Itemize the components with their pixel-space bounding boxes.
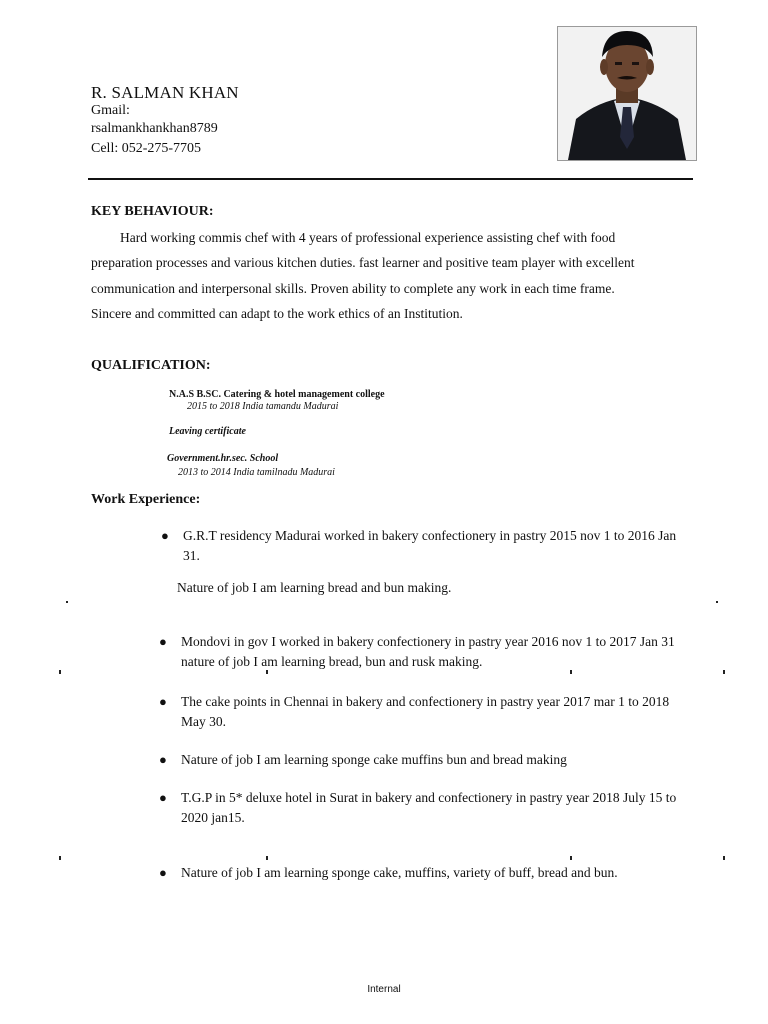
table-edge-mark [570,670,572,674]
profile-photo [557,26,697,161]
bullet-icon: ● [159,790,167,805]
work-item-text: Nature of job I am learning sponge cake, muffins, variety of buff, bread and bun. [181,865,618,880]
table-edge-mark [570,856,572,860]
gmail-label: Gmail: [91,103,130,118]
list-item [159,632,681,672]
portrait-image [558,27,696,160]
qualification-college-dates: 2015 to 2018 India tamandu Madurai [187,401,339,412]
table-edge-mark [59,856,61,860]
qualification-school: Government.hr.sec. School [167,453,279,464]
footer-label: Internal [367,984,401,995]
qualification-leaving-certificate: Leaving certificate [169,426,246,437]
work-item-text: Mondovi in gov I worked in bakery confectionery in pastry year 2016 nov 1 to 2017 Jan 31 nature of job I am learning bread, bun and rusk making. [181,634,675,669]
work-item-text: T.G.P in 5* deluxe hotel in Surat in bakery and confectionery in pastry year 2018 July 15 to 2020 jan15. [181,790,677,825]
gmail-value: rsalmankhankhan8789 [91,121,218,136]
work-experience-heading: Work Experience: [91,492,201,507]
work-item-note: Nature of job I am learning bread and bun making. [177,580,452,595]
cell-number: Cell: 052-275-7705 [91,141,202,156]
work-item-text: G.R.T residency Madurai worked in bakery confectionery in pastry 2015 nov 1 to 2016 Jan 31. [183,528,677,563]
work-item-text: The cake points in Chennai in bakery and confectionery in pastry year 2017 mar 1 to 2018 May 30. [181,694,670,729]
qualification-school-dates: 2013 to 2014 India tamilnadu Madurai [178,467,335,478]
bullet-icon: ● [159,694,167,709]
bullet-icon: ● [159,865,167,880]
key-behaviour-heading: KEY BEHAVIOUR: [91,204,214,219]
key-behaviour-paragraph: Hard working commis chef with 4 years of professional experience assisting chef with food preparation processes and various kitchen duties. fast learner and positive team player with excellent communication and interpersonal skills. Proven ability to complete any work in each time frame. Sincere and committed can adapt to the work ethics of an Institution. [91,230,635,321]
list-item [159,788,681,828]
list-item [159,863,681,883]
qualification-heading: QUALIFICATION: [91,358,211,373]
table-edge-mark [59,670,61,674]
table-edge-mark [723,670,725,674]
list-item [159,750,681,770]
table-edge-mark [66,601,68,603]
list-item [161,526,683,566]
work-item-text: Nature of job I am learning sponge cake muffins bun and bread making [181,752,567,767]
candidate-name: R. SALMAN KHAN [91,83,239,102]
bullet-icon: ● [161,528,169,543]
table-edge-mark [723,856,725,860]
bullet-icon: ● [159,634,167,649]
list-item [159,692,681,732]
header-divider [88,178,693,180]
bullet-icon: ● [159,752,167,767]
table-edge-mark [716,601,718,603]
table-edge-mark [266,856,268,860]
table-edge-mark [266,670,268,674]
qualification-college: N.A.S B.SC. Catering & hotel management college [169,389,385,400]
